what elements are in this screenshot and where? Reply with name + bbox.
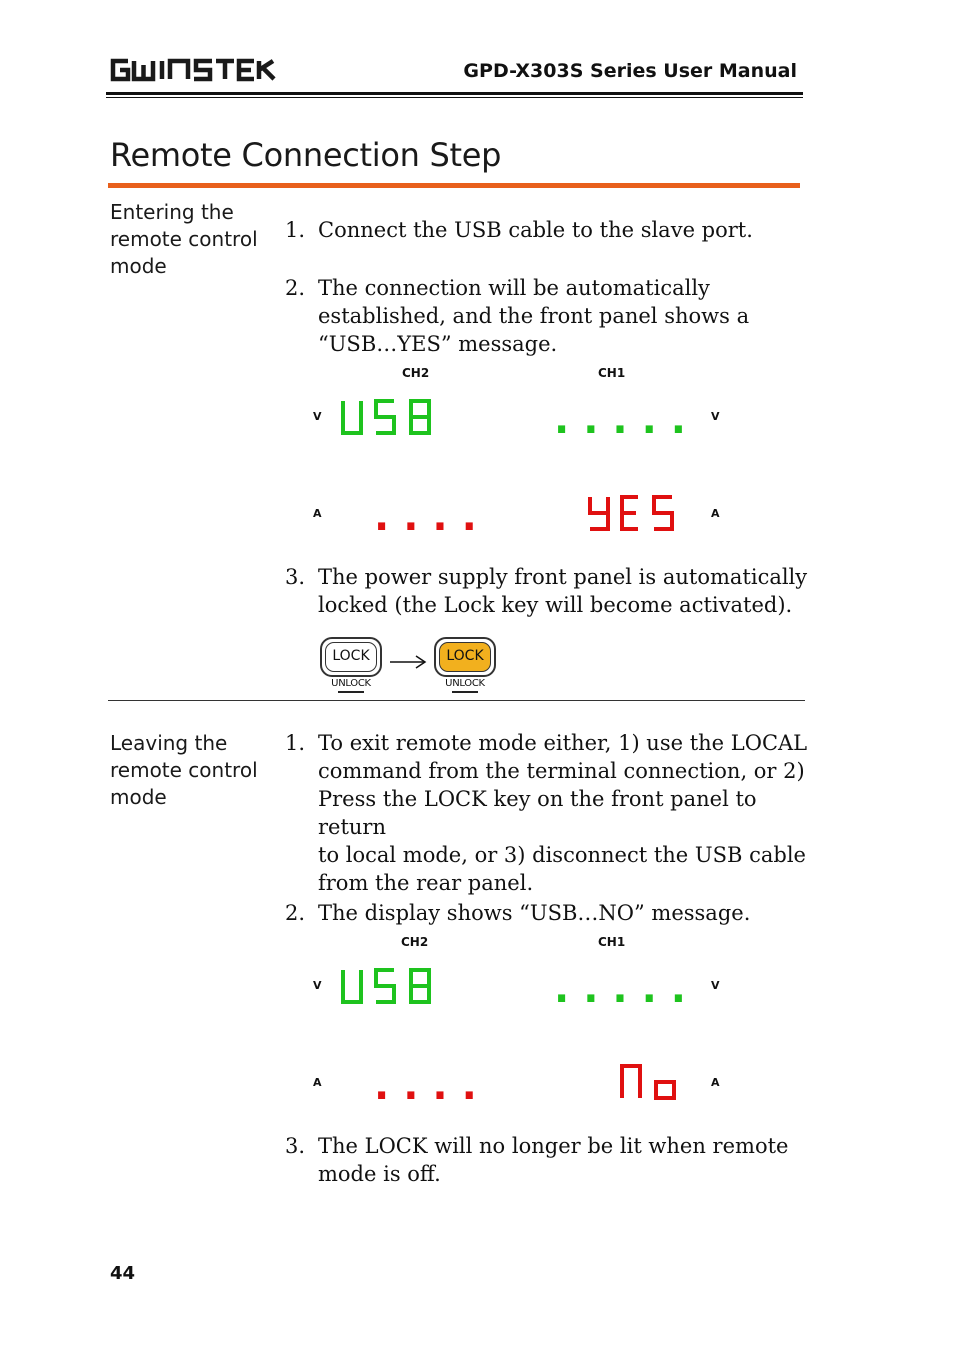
step-number: 2. xyxy=(285,276,306,300)
label-line: remote control xyxy=(110,758,258,782)
label-line: mode xyxy=(110,785,167,809)
unlock-underline xyxy=(452,691,478,693)
step-line: The power supply front panel is automatically xyxy=(318,565,808,589)
ch1-voltage-readout: ..... xyxy=(554,397,700,443)
label-line: Leaving the xyxy=(110,731,228,755)
lock-key-label: LOCK xyxy=(325,642,377,672)
section-divider xyxy=(108,700,805,701)
step-number: 3. xyxy=(285,565,306,589)
step-line: Press the LOCK key on the front panel to return xyxy=(318,787,757,839)
unlock-underline xyxy=(338,691,364,693)
step-line: to local mode, or 3) disconnect the USB cable xyxy=(318,843,806,867)
voltage-unit: V xyxy=(711,979,720,992)
section-title: Remote Connection Step xyxy=(110,136,502,174)
voltage-unit: V xyxy=(313,979,322,992)
header-rule xyxy=(106,92,803,95)
step-text xyxy=(318,274,808,358)
voltage-unit: V xyxy=(313,410,322,423)
step-line: The connection will be automatically xyxy=(318,276,710,300)
step-line: command from the terminal connection, or 2) xyxy=(318,759,805,783)
page-number: 44 xyxy=(110,1263,136,1284)
ch2-voltage-readout xyxy=(338,968,436,1010)
current-unit: A xyxy=(711,1076,720,1089)
step-text xyxy=(318,1132,808,1188)
step-number: 2. xyxy=(285,901,306,925)
step-text xyxy=(318,563,808,619)
step-number: 1. xyxy=(285,731,306,755)
label-line: mode xyxy=(110,254,167,278)
step-line: mode is off. xyxy=(318,1162,441,1186)
step-line: from the rear panel. xyxy=(318,871,534,895)
step-line: Connect the USB cable to the slave port. xyxy=(318,218,753,242)
step-line: The LOCK will no longer be lit when remote xyxy=(318,1134,789,1158)
lock-button-outline xyxy=(320,637,382,677)
label-line: remote control xyxy=(110,227,258,251)
current-unit: A xyxy=(711,507,720,520)
step-line: established, and the front panel shows a xyxy=(318,304,750,328)
section-title-underline xyxy=(108,183,800,188)
lock-button-outline xyxy=(434,637,496,677)
step-number: 3. xyxy=(285,1134,306,1158)
lock-key-unlit xyxy=(320,637,382,693)
step-text xyxy=(318,899,808,927)
ch2-voltage-readout xyxy=(338,399,436,441)
current-unit: A xyxy=(313,507,322,520)
leaving-remote-label xyxy=(110,730,270,811)
ch2-label: CH2 xyxy=(401,935,429,949)
arrow-right-icon xyxy=(388,654,428,674)
current-unit: A xyxy=(313,1076,322,1089)
ch1-current-readout xyxy=(586,495,680,537)
ch2-current-readout: .... xyxy=(374,1063,491,1109)
unlock-label: UNLOCK xyxy=(445,678,485,689)
ch1-label: CH1 xyxy=(598,935,626,949)
header-rule-thin xyxy=(106,97,803,98)
ch2-current-readout: .... xyxy=(374,494,491,540)
step-text xyxy=(318,729,808,897)
lock-key-lit xyxy=(434,637,496,693)
gw-instek-logo xyxy=(108,55,278,85)
entering-remote-label xyxy=(110,199,270,280)
step-line: To exit remote mode either, 1) use the LOCAL xyxy=(318,731,808,755)
lock-key-label: LOCK xyxy=(439,642,491,672)
voltage-unit: V xyxy=(711,410,720,423)
step-line: The display shows “USB…NO” message. xyxy=(318,901,751,925)
unlock-label: UNLOCK xyxy=(331,678,371,689)
step-line: locked (the Lock key will become activated). xyxy=(318,593,793,617)
step-text xyxy=(318,216,808,244)
label-line: Entering the xyxy=(110,200,234,224)
step-number: 1. xyxy=(285,218,306,242)
step-line: “USB…YES” message. xyxy=(318,332,558,356)
ch1-label: CH1 xyxy=(598,366,626,380)
ch2-label: CH2 xyxy=(402,366,430,380)
ch1-current-readout xyxy=(618,1064,680,1106)
ch1-voltage-readout: ..... xyxy=(554,966,700,1012)
manual-title: GPD-X303S Series User Manual xyxy=(463,60,797,82)
